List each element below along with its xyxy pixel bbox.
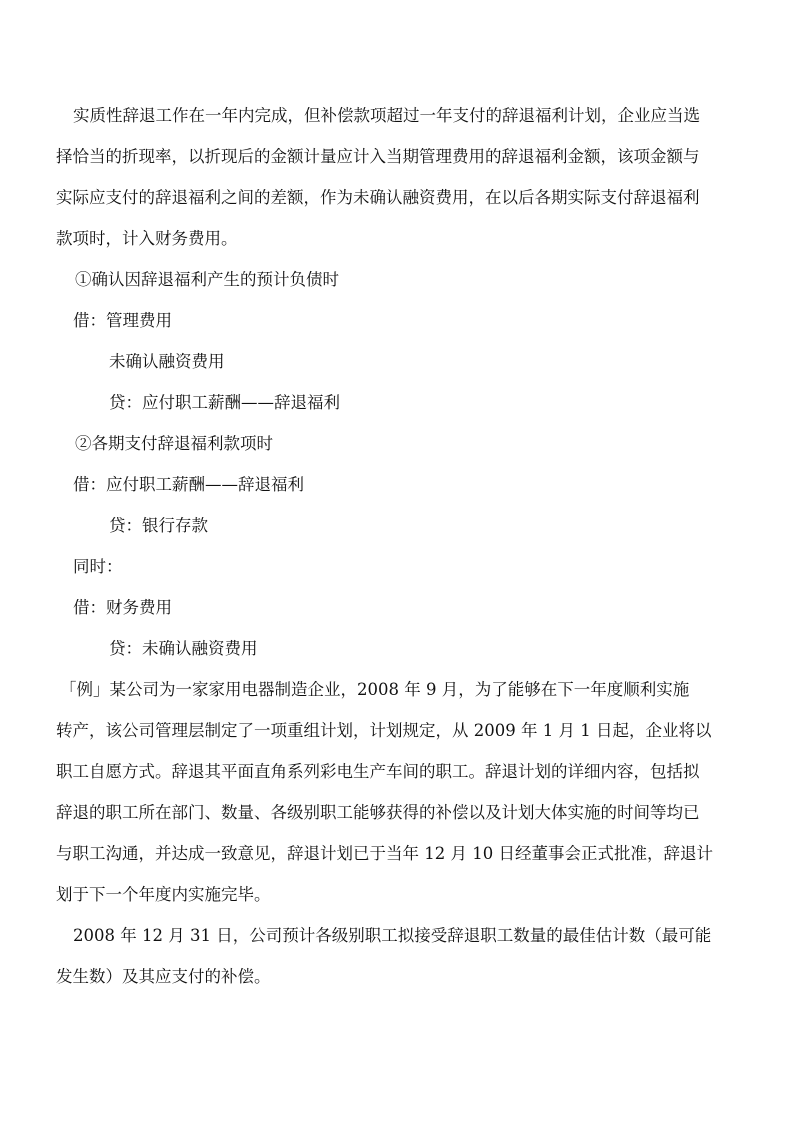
example-line: 辞退的职工所在部门、数量、各级别职工能够获得的补偿以及计划大体实施的时间等均已 <box>56 803 700 822</box>
journal-note-line: 同时： <box>73 557 123 576</box>
example-line: 职工自愿方式。辞退其平面直角系列彩电生产车间的职工。辞退计划的详细内容，包括拟 <box>56 762 700 781</box>
entry-heading: ①确认因辞退福利产生的预计负债时 <box>75 270 339 289</box>
journal-debit-line: 未确认融资费用 <box>109 352 225 371</box>
entry-heading: ②各期支付辞退福利款项时 <box>75 434 273 453</box>
journal-credit-line: 贷：银行存款 <box>109 516 208 535</box>
journal-debit-line: 借：应付职工薪酬——辞退福利 <box>73 475 304 494</box>
paragraph-line: 择恰当的折现率，以折现后的金额计量应计入当期管理费用的辞退福利金额，该项金额与 <box>56 147 700 166</box>
paragraph-line: 款项时，计入财务费用。 <box>56 229 238 248</box>
paragraph-line: 发生数）及其应支付的补偿。 <box>56 967 271 986</box>
journal-debit-line: 借：管理费用 <box>73 311 172 330</box>
example-line: 「例」某公司为一家家用电器制造企业，2008 年 9 月，为了能够在下一年度顺利实施 <box>60 680 690 699</box>
example-line: 转产，该公司管理层制定了一项重组计划，计划规定，从 2009 年 1 月 1 日起，企业将以 <box>56 721 712 740</box>
paragraph-line: 实际应支付的辞退福利之间的差额，作为未确认融资费用，在以后各期实际支付辞退福利 <box>56 188 700 207</box>
journal-debit-line: 借：财务费用 <box>73 598 172 617</box>
paragraph-line: 2008 年 12 月 31 日，公司预计各级别职工拟接受辞退职工数量的最佳估计数（最可能 <box>73 926 712 945</box>
journal-credit-line: 贷：应付职工薪酬——辞退福利 <box>109 393 340 412</box>
example-line: 划于下一个年度内实施完毕。 <box>56 885 271 904</box>
paragraph-line: 实质性辞退工作在一年内完成，但补偿款项超过一年支付的辞退福利计划，企业应当选 <box>73 106 700 125</box>
journal-credit-line: 贷：未确认融资费用 <box>109 639 258 658</box>
example-line: 与职工沟通，并达成一致意见，辞退计划已于当年 12 月 10 日经董事会正式批准，辞退计 <box>56 844 713 863</box>
